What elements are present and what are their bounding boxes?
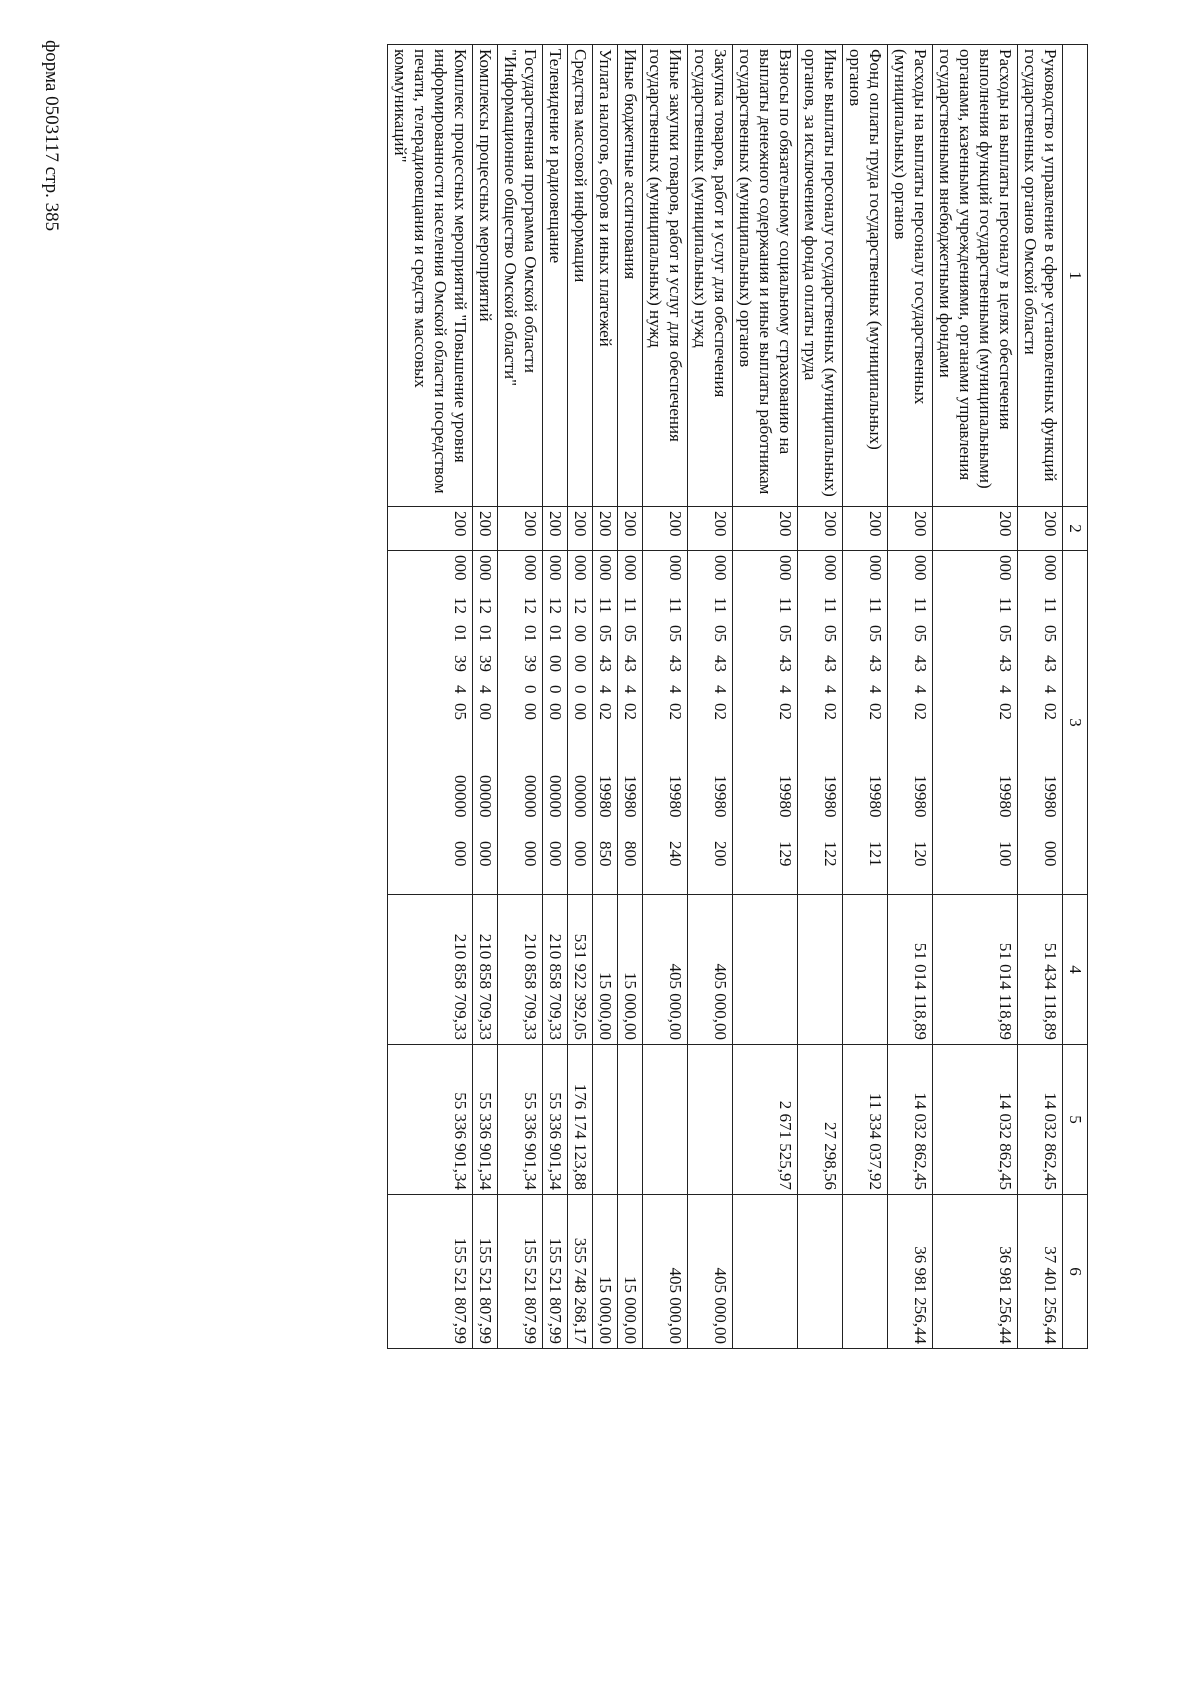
code-part: 43 [666,655,685,672]
table-row [543,45,568,1349]
row-amount-c6: 36 981 256,44 [933,1195,1018,1349]
row-name: Комплекс процессных мероприятий "Повышение уровня информированности населения Омской области посредством печати, телерадиовещания и средств массовых коммуникаций" [388,45,473,507]
row-name: Иные выплаты персоналу государственных (муниципальных) органов, за исключением фонда оплаты труда [798,45,843,507]
row-line-code: 200 [843,507,888,551]
code-part: 000 [711,555,730,581]
row-amount-c4 [733,895,798,1045]
code-part: 4 [666,685,685,694]
row-line-code: 200 [473,507,498,551]
row-budget-code [473,551,498,895]
row-amount-c6: 155 521 807,99 [388,1195,473,1349]
budget-code-parts [1040,555,1060,890]
code-part: 00000 [521,775,540,818]
code-part: 05 [451,703,470,720]
header-col-1: 1 [1063,45,1088,507]
code-part: 000 [996,555,1015,581]
form-reference: форма 0503117 стр. 385 [41,40,62,232]
code-part: 19980 [666,775,685,818]
row-name: Закупка товаров, работ и услуг для обеспечения государственных (муниципальных) нужд [688,45,733,507]
code-part: 129 [776,841,795,867]
row-amount-c5: 55 336 901,34 [498,1045,543,1195]
table-row [618,45,643,1349]
budget-code-parts [995,555,1015,890]
code-part: 19980 [711,775,730,818]
code-part: 00000 [546,775,565,818]
row-amount-c4: 405 000,00 [688,895,733,1045]
code-part: 00 [571,655,590,672]
code-part: 4 [866,685,885,694]
row-amount-c5: 14 032 862,45 [1018,1045,1063,1195]
code-part: 19980 [596,775,615,818]
code-part: 4 [596,685,615,694]
row-line-code: 200 [798,507,843,551]
code-part: 240 [666,841,685,867]
code-part: 0 [571,685,590,694]
code-part: 12 [451,597,470,614]
table-row [888,45,933,1349]
row-budget-code [733,551,798,895]
row-budget-code [1018,551,1063,895]
code-part: 02 [866,703,885,720]
row-name: Государственная программа Омской области "Информационное общество Омской области" [498,45,543,507]
row-amount-c4: 210 858 709,33 [388,895,473,1045]
code-part: 11 [996,597,1015,614]
code-part: 11 [596,597,615,614]
row-line-code: 200 [593,507,618,551]
row-budget-code [843,551,888,895]
code-part: 121 [866,841,885,867]
code-part: 000 [596,555,615,581]
code-part: 05 [776,625,795,642]
header-col-4: 4 [1063,895,1088,1045]
code-part: 000 [451,555,470,581]
row-name: Расходы на выплаты персоналу государственных (муниципальных) органов [888,45,933,507]
code-part: 00000 [571,775,590,818]
row-budget-code [618,551,643,895]
code-part: 12 [476,597,495,614]
row-amount-c6 [733,1195,798,1349]
row-amount-c6: 37 401 256,44 [1018,1195,1063,1349]
code-part: 00 [546,703,565,720]
header-col-2: 2 [1063,507,1088,551]
budget-code-parts [865,555,885,890]
code-part: 000 [821,555,840,581]
row-amount-c5: 14 032 862,45 [888,1045,933,1195]
code-part: 000 [866,555,885,581]
budget-code-parts [595,555,615,890]
code-part: 000 [1041,841,1060,867]
code-part: 00 [521,703,540,720]
row-amount-c4: 51 434 118,89 [1018,895,1063,1045]
row-amount-c5 [593,1045,618,1195]
code-part: 00000 [476,775,495,818]
code-part: 11 [1041,597,1060,614]
budget-code-parts [775,555,795,890]
code-part: 02 [621,703,640,720]
code-part: 19980 [821,775,840,818]
code-part: 19980 [1041,775,1060,818]
row-amount-c5: 2 671 525,97 [733,1045,798,1195]
code-part: 02 [666,703,685,720]
row-amount-c5: 55 336 901,34 [473,1045,498,1195]
code-part: 05 [911,625,930,642]
code-part: 4 [476,685,495,694]
code-part: 4 [776,685,795,694]
code-part: 00000 [451,775,470,818]
table-row [1018,45,1063,1349]
code-part: 02 [711,703,730,720]
row-line-code: 200 [733,507,798,551]
row-amount-c6: 15 000,00 [593,1195,618,1349]
code-part: 4 [1041,685,1060,694]
code-part: 12 [571,597,590,614]
row-amount-c5 [618,1045,643,1195]
code-part: 43 [996,655,1015,672]
code-part: 02 [596,703,615,720]
row-amount-c6: 405 000,00 [688,1195,733,1349]
row-budget-code [643,551,688,895]
row-amount-c6: 405 000,00 [643,1195,688,1349]
row-amount-c4: 51 014 118,89 [933,895,1018,1045]
code-part: 000 [476,555,495,581]
row-name: Комплексы процессных мероприятий [473,45,498,507]
table-row [843,45,888,1349]
header-col-3: 3 [1063,551,1088,895]
row-amount-c5: 55 336 901,34 [543,1045,568,1195]
code-part: 120 [911,841,930,867]
row-amount-c4: 210 858 709,33 [498,895,543,1045]
row-amount-c6 [843,1195,888,1349]
code-part: 000 [911,555,930,581]
code-part: 000 [666,555,685,581]
row-amount-c6: 155 521 807,99 [543,1195,568,1349]
header-col-5: 5 [1063,1045,1088,1195]
table-row [388,45,473,1349]
code-part: 000 [1041,555,1060,581]
code-part: 00 [571,625,590,642]
code-part: 4 [821,685,840,694]
row-budget-code [933,551,1018,895]
code-part: 100 [996,841,1015,867]
code-part: 43 [621,655,640,672]
row-amount-c4: 210 858 709,33 [473,895,498,1045]
row-line-code: 200 [1018,507,1063,551]
code-part: 11 [621,597,640,614]
code-part: 0 [546,685,565,694]
code-part: 4 [451,685,470,694]
code-part: 05 [596,625,615,642]
code-part: 4 [911,685,930,694]
row-name: Средства массовой информации [568,45,593,507]
code-part: 01 [476,625,495,642]
row-amount-c4: 15 000,00 [593,895,618,1045]
code-part: 43 [911,655,930,672]
row-amount-c6: 15 000,00 [618,1195,643,1349]
row-line-code: 200 [643,507,688,551]
row-name: Руководство и управление в сфере установленных функций государственных органов Омской области [1018,45,1063,507]
code-part: 43 [776,655,795,672]
report-table [387,44,1088,1349]
code-part: 000 [776,555,795,581]
code-part: 11 [911,597,930,614]
code-part: 00 [571,703,590,720]
row-budget-code [543,551,568,895]
code-part: 02 [996,703,1015,720]
budget-code-parts [545,555,565,890]
header-row [1063,45,1088,1349]
code-part: 000 [521,841,540,867]
code-part: 01 [546,625,565,642]
row-name: Иные закупки товаров, работ и услуг для обеспечения государственных (муниципальных) нужд [643,45,688,507]
code-part: 02 [776,703,795,720]
row-budget-code [498,551,543,895]
code-part: 05 [666,625,685,642]
code-part: 000 [546,555,565,581]
row-amount-c4: 51 014 118,89 [888,895,933,1045]
code-part: 11 [821,597,840,614]
row-amount-c4 [843,895,888,1045]
row-amount-c6 [798,1195,843,1349]
code-part: 19980 [996,775,1015,818]
code-part: 000 [621,555,640,581]
row-amount-c4: 15 000,00 [618,895,643,1045]
code-part: 19980 [866,775,885,818]
table-row [643,45,688,1349]
code-part: 000 [546,841,565,867]
table-body [388,45,1063,1349]
row-budget-code [888,551,933,895]
row-amount-c5 [643,1045,688,1195]
budget-code-parts [520,555,540,890]
code-part: 4 [711,685,730,694]
code-part: 00 [546,655,565,672]
table-row [688,45,733,1349]
row-name: Фонд оплаты труда государственных (муниципальных) органов [843,45,888,507]
code-part: 43 [821,655,840,672]
row-name: Иные бюджетные ассигнования [618,45,643,507]
code-part: 000 [571,841,590,867]
row-line-code: 200 [933,507,1018,551]
budget-code-parts [620,555,640,890]
code-part: 0 [521,685,540,694]
table-row [568,45,593,1349]
row-line-code: 200 [568,507,593,551]
table-row [473,45,498,1349]
code-part: 02 [1041,703,1060,720]
code-part: 800 [621,841,640,867]
code-part: 11 [666,597,685,614]
code-part: 01 [521,625,540,642]
row-amount-c5: 55 336 901,34 [388,1045,473,1195]
code-part: 02 [911,703,930,720]
row-amount-c4: 210 858 709,33 [543,895,568,1045]
code-part: 01 [451,625,470,642]
row-amount-c5 [688,1045,733,1195]
row-amount-c5: 14 032 862,45 [933,1045,1018,1195]
code-part: 000 [521,555,540,581]
header-col-6: 6 [1063,1195,1088,1349]
code-part: 19980 [621,775,640,818]
row-budget-code [798,551,843,895]
code-part: 4 [996,685,1015,694]
code-part: 43 [596,655,615,672]
budget-code-parts [910,555,930,890]
code-part: 05 [711,625,730,642]
code-part: 05 [821,625,840,642]
code-part: 39 [451,655,470,672]
code-part: 05 [621,625,640,642]
code-part: 850 [596,841,615,867]
code-part: 43 [1041,655,1060,672]
code-part: 000 [571,555,590,581]
budget-code-parts [570,555,590,890]
budget-code-parts [665,555,685,890]
row-budget-code [388,551,473,895]
row-line-code: 200 [618,507,643,551]
code-part: 12 [546,597,565,614]
code-part: 200 [711,841,730,867]
row-amount-c5: 27 298,56 [798,1045,843,1195]
code-part: 000 [451,841,470,867]
row-name: Взносы по обязательному социальному страхованию на выплаты денежного содержания и иные выплаты работникам государственных (муниципальных) органов [733,45,798,507]
row-amount-c5: 176 174 123,88 [568,1045,593,1195]
row-line-code: 200 [888,507,933,551]
code-part: 11 [711,597,730,614]
code-part: 05 [866,625,885,642]
row-line-code: 200 [543,507,568,551]
table-row [733,45,798,1349]
budget-code-parts [475,555,495,890]
code-part: 4 [621,685,640,694]
budget-code-parts [450,555,470,890]
code-part: 000 [476,841,495,867]
code-part: 11 [776,597,795,614]
row-budget-code [593,551,618,895]
code-part: 12 [521,597,540,614]
code-part: 39 [521,655,540,672]
table-row [593,45,618,1349]
code-part: 19980 [776,775,795,818]
row-amount-c6: 155 521 807,99 [473,1195,498,1349]
budget-code-parts [820,555,840,890]
code-part: 05 [1041,625,1060,642]
row-name: Телевидение и радиовещание [543,45,568,507]
table-row [798,45,843,1349]
row-amount-c5: 11 334 037,92 [843,1045,888,1195]
row-amount-c6: 36 981 256,44 [888,1195,933,1349]
row-name: Расходы на выплаты персоналу в целях обеспечения выполнения функций государственными (муниципальными) органами, казенными учреждениями, органами управления государственными внебюджетными фондами [933,45,1018,507]
code-part: 02 [821,703,840,720]
row-budget-code [688,551,733,895]
table-row [498,45,543,1349]
row-amount-c4: 531 922 392,05 [568,895,593,1045]
row-line-code: 200 [688,507,733,551]
code-part: 19980 [911,775,930,818]
row-amount-c6: 355 748 268,17 [568,1195,593,1349]
code-part: 05 [996,625,1015,642]
row-amount-c6: 155 521 807,99 [498,1195,543,1349]
row-amount-c4 [798,895,843,1045]
table-row [933,45,1018,1349]
code-part: 43 [866,655,885,672]
row-amount-c4: 405 000,00 [643,895,688,1045]
row-line-code: 200 [498,507,543,551]
row-name: Уплата налогов, сборов и иных платежей [593,45,618,507]
code-part: 43 [711,655,730,672]
code-part: 122 [821,841,840,867]
code-part: 00 [476,703,495,720]
code-part: 11 [866,597,885,614]
budget-code-parts [710,555,730,890]
row-budget-code [568,551,593,895]
code-part: 39 [476,655,495,672]
row-line-code: 200 [388,507,473,551]
